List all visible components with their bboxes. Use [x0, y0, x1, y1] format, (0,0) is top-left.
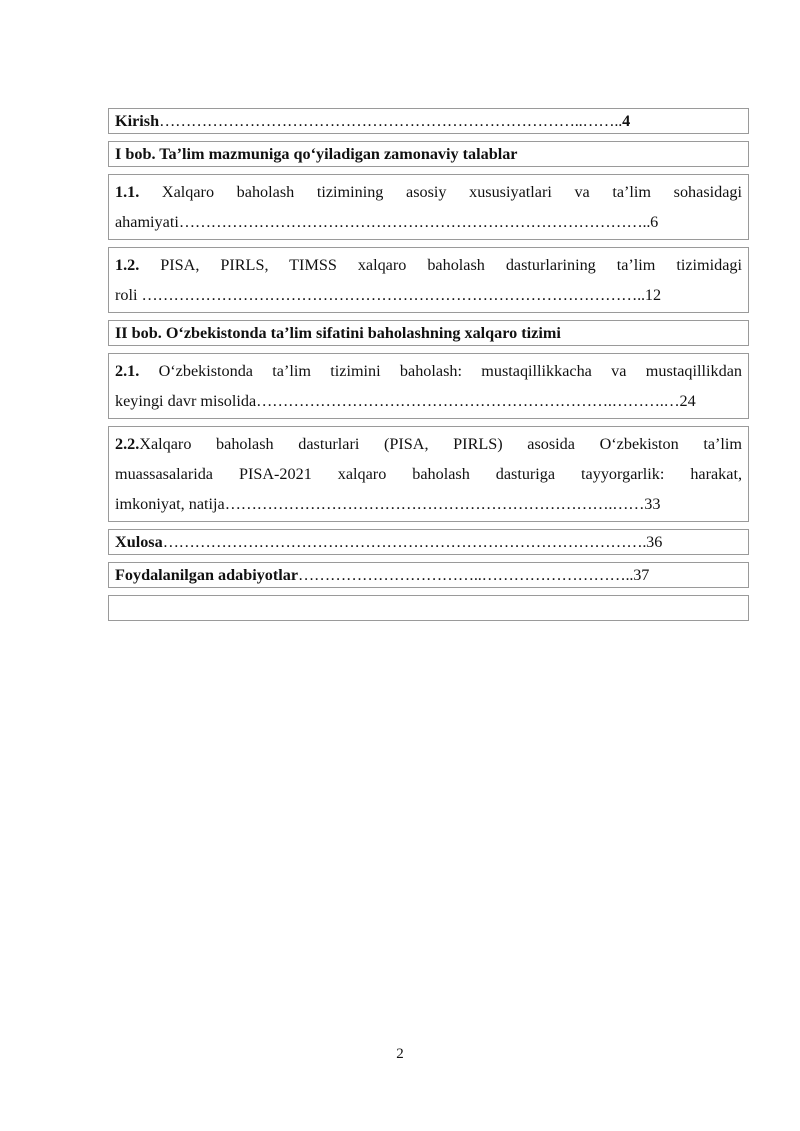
toc-section-1-2: [108, 247, 749, 313]
toc-s22-line1: Xalqaro baholash dasturlari (PISA, PIRLS) asosida O‘zbekiston ta’lim: [139, 435, 742, 453]
toc-s12-page: 12: [644, 286, 662, 304]
toc-xulosa-dots: ……………………………………………………………………………….: [162, 533, 647, 551]
toc-s22-number: 2.2.: [115, 435, 140, 453]
toc-s11-line1: Xalqaro baholash tizimining asosiy xususiyatlari va ta’lim sohasidagi: [139, 183, 742, 201]
toc-s22-page: 33: [644, 495, 661, 513]
toc-kirish-dots: ……………………………………………………………………..……..: [159, 112, 623, 130]
toc-s22-line3: imkoniyat, natija: [115, 495, 225, 513]
toc-entry-xulosa: [108, 529, 749, 555]
toc-section-2-1: [108, 353, 749, 419]
toc-s11-dots: ……………………………………………………………………………..: [178, 213, 651, 231]
page-number: 2: [396, 1046, 404, 1062]
toc-chapter-1: [108, 141, 749, 167]
toc-s21-dots: ………………………………………………………….……….…: [256, 392, 680, 410]
toc-foydalanilgan-dots: ……………………………..………………………..: [298, 566, 634, 584]
toc-s21-number: 2.1.: [115, 362, 140, 380]
toc-s11-page: 6: [650, 213, 659, 231]
toc-kirish-title: Kirish: [115, 112, 160, 130]
toc-foydalanilgan-page: 37: [633, 566, 650, 584]
toc-xulosa-page: 36: [646, 533, 663, 551]
toc-s21-page: 24: [679, 392, 696, 410]
toc-s12-number: 1.2.: [115, 256, 140, 274]
toc-entry-foydalanilgan: [108, 562, 749, 588]
toc-s22-line2: muassasalarida PISA-2021 xalqaro baholash dasturiga tayyorgarlik: harakat,: [115, 465, 742, 483]
toc-s11-line2: ahamiyati: [115, 213, 179, 231]
toc-entry-kirish: [108, 108, 749, 134]
toc-chapter-1-title: I bob. Ta’lim mazmuniga qo‘yiladigan zamonaviy talablar: [115, 145, 518, 163]
toc-chapter-2-title: II bob. O‘zbekistonda ta’lim sifatini baholashning xalqaro tizimi: [115, 324, 561, 342]
toc-s22-dots: ……………………………………………………………….……: [224, 495, 645, 513]
table-of-contents: [108, 108, 749, 628]
toc-kirish-page: 4: [622, 112, 631, 130]
toc-foydalanilgan-title: Foydalanilgan adabiyotlar: [115, 566, 299, 584]
toc-xulosa-title: Xulosa: [115, 533, 163, 551]
toc-s21-line2: keyingi davr misolida: [115, 392, 257, 410]
toc-s12-dots: …………………………………………………………………………………..: [141, 286, 645, 304]
toc-empty-row: [108, 595, 749, 621]
toc-chapter-2: [108, 320, 749, 346]
toc-section-2-2: [108, 426, 749, 522]
toc-s12-line2: roli: [115, 286, 142, 304]
toc-s12-line1: PISA, PIRLS, TIMSS xalqaro baholash dasturlarining ta’lim tizimidagi: [139, 256, 742, 274]
toc-section-1-1: [108, 174, 749, 240]
toc-s21-line1: O‘zbekistonda ta’lim tizimini baholash: mustaqillikkacha va mustaqillikdan: [139, 362, 742, 380]
toc-s11-number: 1.1.: [115, 183, 140, 201]
